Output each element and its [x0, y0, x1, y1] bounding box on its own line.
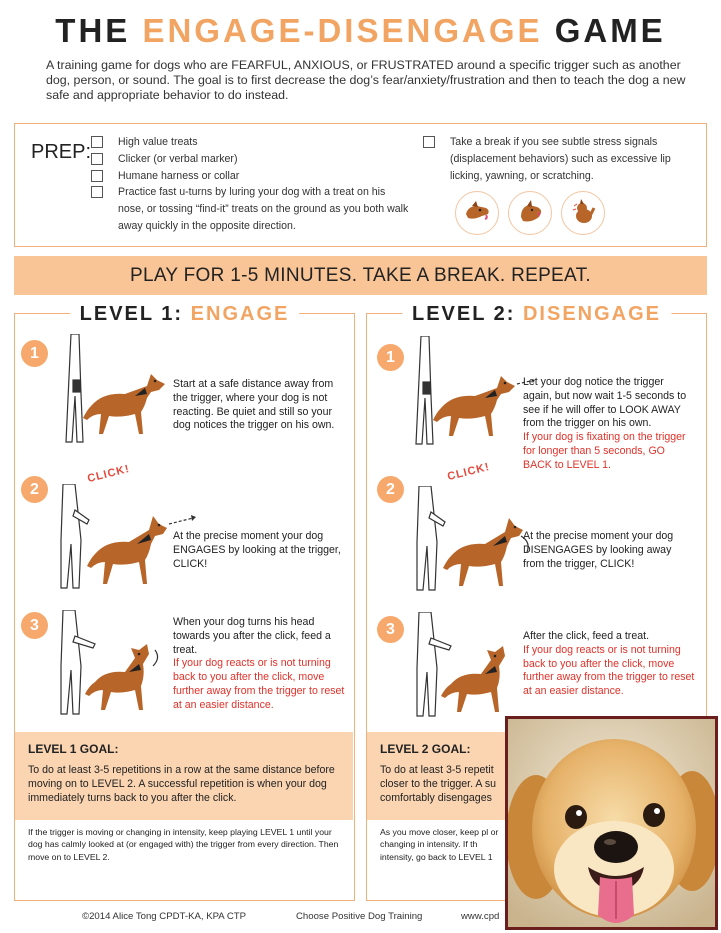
step-text — [523, 376, 695, 473]
step-description: At the precise moment your dog ENGAGES by looking at the trigger, CLICK! — [173, 530, 341, 570]
person-feeding-treat-illustration — [55, 610, 175, 720]
step-number: 1 — [377, 344, 404, 371]
step-description: After the click, feed a treat. — [523, 630, 650, 642]
step-description: When your dog turns his head towards you after the click, feed a treat. — [173, 616, 331, 656]
click-word: CLICK! — [446, 460, 492, 484]
step-number: 2 — [377, 476, 404, 503]
level-title-prefix: LEVEL 2: — [411, 303, 516, 325]
prep-item-label: High value treats — [118, 136, 198, 148]
step-warning: If your dog is fixating on the trigger for longer than 5 seconds, GO BACK to LEVEL 1. — [523, 431, 686, 471]
title-suffix: GAME — [554, 12, 666, 49]
yawning-dog-icon — [508, 191, 552, 235]
prep-item — [91, 168, 409, 185]
checkbox[interactable] — [91, 186, 103, 198]
footer-site[interactable]: www.cpd — [461, 911, 500, 922]
step-warning: If your dog reacts or is not turning back to you after the click, move further away from the trigger to reset at an easier distance. — [523, 643, 695, 698]
prep-item-label: Practice fast u-turns by luring your dog with a treat on his nose, or tossing “find-it” treats on the ground as you both walk away quickly in the opposite direction. — [118, 186, 409, 232]
prep-item-label: Humane harness or collar — [118, 169, 240, 182]
checkbox[interactable] — [423, 136, 435, 148]
puppy-photo — [505, 716, 718, 930]
step-text — [523, 630, 695, 699]
goal-title: LEVEL 1 GOAL: — [28, 742, 119, 756]
level-title-highlight: DISENGAGE — [522, 303, 662, 325]
goal-text: To do at least 3-5 repetit closer to the trigger. A su comfortably disengages — [380, 764, 497, 804]
break-item — [423, 134, 705, 185]
instruction-banner: PLAY FOR 1-5 MINUTES. TAKE A BREAK. REPEAT. — [14, 256, 707, 295]
level-title-prefix: LEVEL 1: — [79, 303, 184, 325]
title-highlight: ENGAGE-DISENGAGE — [142, 12, 543, 49]
step-description: Start at a safe distance away from the trigger, where your dog is not reacting. Be quiet and still so your dog notices the trigger on his own. — [173, 378, 335, 432]
goal-title: LEVEL 2 GOAL: — [380, 742, 471, 756]
prep-item — [91, 134, 409, 151]
intro-paragraph: A training game for dogs who are FEARFUL, ANXIOUS, or FRUSTRATED around a specific trigger such as another dog, person, or sound. The goal is to first decrease the dog’s fear/anxiety/frustration and then to teach the dog a new safe and appropriate behavior to do instead. — [46, 58, 686, 102]
prep-list — [91, 134, 409, 235]
footer-org: Choose Positive Dog Training — [296, 911, 423, 922]
title-prefix: THE — [55, 12, 131, 49]
footer-copyright: ©2014 Alice Tong CPDT-KA, KPA CTP — [82, 911, 247, 922]
step-warning: If your dog reacts or is not turning back to you after the click, move further away from the trigger to reset at an easier distance. — [173, 657, 345, 711]
step-text — [173, 378, 345, 433]
prep-label: PREP: — [31, 141, 92, 163]
checkbox[interactable] — [91, 153, 103, 165]
lip-licking-dog-icon — [455, 191, 499, 235]
prep-item — [91, 184, 409, 234]
step-text — [523, 530, 695, 571]
level-2-note: As you move closer, keep pl or changing in intensity. If th intensity, go back to LEVEL 1 — [380, 827, 499, 862]
checkbox[interactable] — [91, 170, 103, 182]
stress-signal-icons — [455, 191, 605, 235]
person-dog-noticing-illustration — [411, 336, 541, 448]
level-1-panel — [14, 303, 355, 901]
level-2-title — [402, 303, 671, 326]
person-dog-noticing-illustration — [61, 334, 171, 446]
step-text — [173, 616, 345, 713]
step-description: At the precise moment your dog DISENGAGES by looking away from the trigger, CLICK! — [523, 530, 674, 570]
step-number: 2 — [21, 476, 48, 503]
level-1-note: If the trigger is moving or changing in intensity, keep playing LEVEL 1 until your dog has calmly looked at (or engaged with) the trigger from every direction. Then move on to LEVEL 2. — [28, 827, 339, 862]
level-title-highlight: ENGAGE — [190, 303, 290, 325]
page-title — [0, 12, 721, 50]
prep-item-label: Clicker (or verbal marker) — [118, 152, 238, 165]
goal-text: To do at least 3-5 repetitions in a row at the same distance before moving on to LEVEL 2. A successful repetition is when your dog immediately turns back to you after the click. — [28, 764, 335, 804]
step-text — [173, 530, 345, 571]
person-feeding-treat-illustration — [411, 612, 531, 722]
level-1-title — [70, 303, 300, 326]
checkbox[interactable] — [91, 136, 103, 148]
step-description: Let your dog notice the trigger again, but now wait 1-5 seconds to see if he will offer to LOOK AWAY from the trigger on his own. — [523, 376, 687, 430]
scratching-dog-icon — [561, 191, 605, 235]
step-number: 3 — [21, 612, 48, 639]
step-number: 3 — [377, 616, 404, 643]
level-1-goal-box — [15, 732, 353, 820]
break-item-label: Take a break if you see subtle stress signals (displacement behaviors) such as excessive lip licking, yawning, or scratching. — [450, 136, 671, 182]
prep-item — [91, 151, 409, 168]
prep-box — [14, 123, 707, 247]
click-word: CLICK! — [86, 462, 132, 486]
step-number: 1 — [21, 340, 48, 367]
